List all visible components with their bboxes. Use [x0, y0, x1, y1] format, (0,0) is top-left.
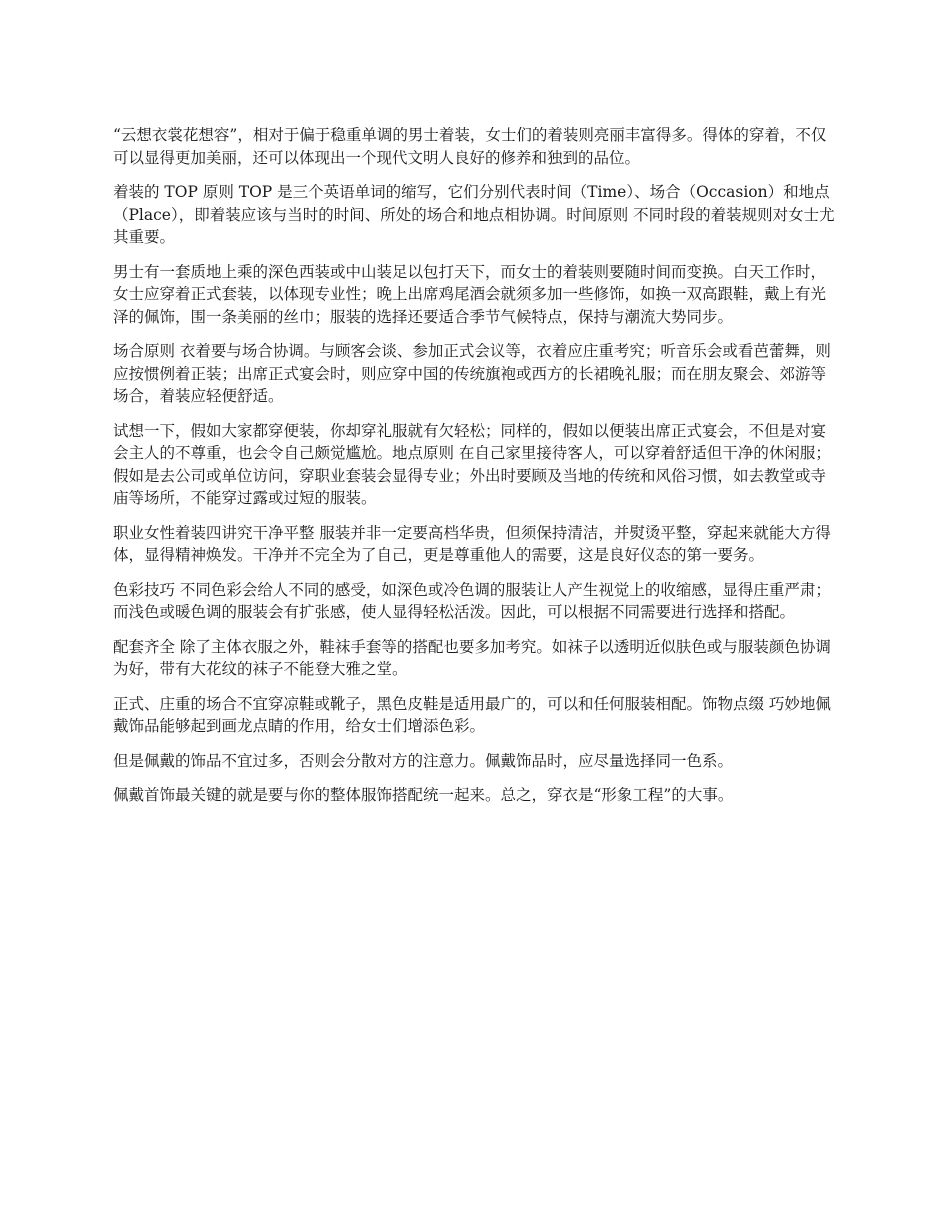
- paragraph: 配套齐全 除了主体衣服之外，鞋袜手套等的搭配也要多加考究。如袜子以透明近似肤色或与服装颜色协调为好，带有大花纹的袜子不能登大雅之堂。: [113, 637, 831, 678]
- paragraph: 色彩技巧 不同色彩会给人不同的感受，如深色或冷色调的服装让人产生视觉上的收缩感，显得庄重严肃；而浅色或暖色调的服装会有扩张感，使人显得轻松活泼。因此，可以根据不同需要进行选择和搭配。: [113, 580, 831, 621]
- paragraph: “云想衣裳花想容”，相对于偏于稳重单调的男士着装，女士们的着装则亮丽丰富得多。得体的穿着，不仅可以显得更加美丽，还可以体现出一个现代文明人良好的修养和独到的品位。: [113, 126, 827, 167]
- paragraph: 男士有一套质地上乘的深色西装或中山装足以包打天下，而女士的着装则要随时间而变换。白天工作时，女士应穿着正式套装，以体现专业性；晚上出席鸡尾酒会就须多加一些修饰，如换一双高跟鞋，戴上有光泽的佩饰，围一条美丽的丝巾；服装的选择还要适合季节气候特点，保持与潮流大势同步。: [113, 262, 827, 326]
- paragraph: 试想一下，假如大家都穿便装，你却穿礼服就有欠轻松；同样的，假如以便装出席正式宴会，不但是对宴会主人的不尊重，也会令自己颇觉尴尬。地点原则 在自己家里接待客人，可以穿着舒适但干净的休闲服；假如是去公司或单位访问，穿职业套装会显得专业；外出时要顾及当地的传统和风俗习惯，如去教堂或寺庙等场所，不能穿过露或过短的服装。: [113, 421, 831, 507]
- paragraph: 正式、庄重的场合不宜穿凉鞋或靴子，黑色皮鞋是适用最广的，可以和任何服装相配。饰物点缀 巧妙地佩戴饰品能够起到画龙点睛的作用，给女士们增添色彩。: [113, 694, 831, 735]
- paragraph: 但是佩戴的饰品不宜过多，否则会分散对方的注意力。佩戴饰品时，应尽量选择同一色系。: [113, 751, 734, 770]
- paragraph: 职业女性着装四讲究干净平整 服装并非一定要高档华贵，但须保持清洁，并熨烫平整，穿起来就能大方得体，显得精神焕发。干净并不完全为了自己，更是尊重他人的需要，这是良好仪态的第一要务。: [113, 523, 831, 564]
- paragraph: 场合原则 衣着要与场合协调。与顾客会谈、参加正式会议等，衣着应庄重考究；听音乐会或看芭蕾舞，则应按惯例着正装；出席正式宴会时，则应穿中国的传统旗袍或西方的长裙晚礼服；而在朋友聚会、郊游等场合，着装应轻便舒适。: [113, 342, 831, 405]
- document-body: [113, 124, 841, 819]
- paragraph: 佩戴首饰最关键的就是要与你的整体服饰搭配统一起来。总之，穿衣是“形象工程”的大事。: [113, 786, 734, 804]
- paragraph: 着装的 TOP 原则 TOP 是三个英语单词的缩写，它们分别代表时间（Time）、场合（Occasion）和地点（Place），即着装应该与当时的时间、所处的场合和地点相协调。时间原则 不同时段的着装规则对女士尤其重要。: [113, 183, 835, 246]
